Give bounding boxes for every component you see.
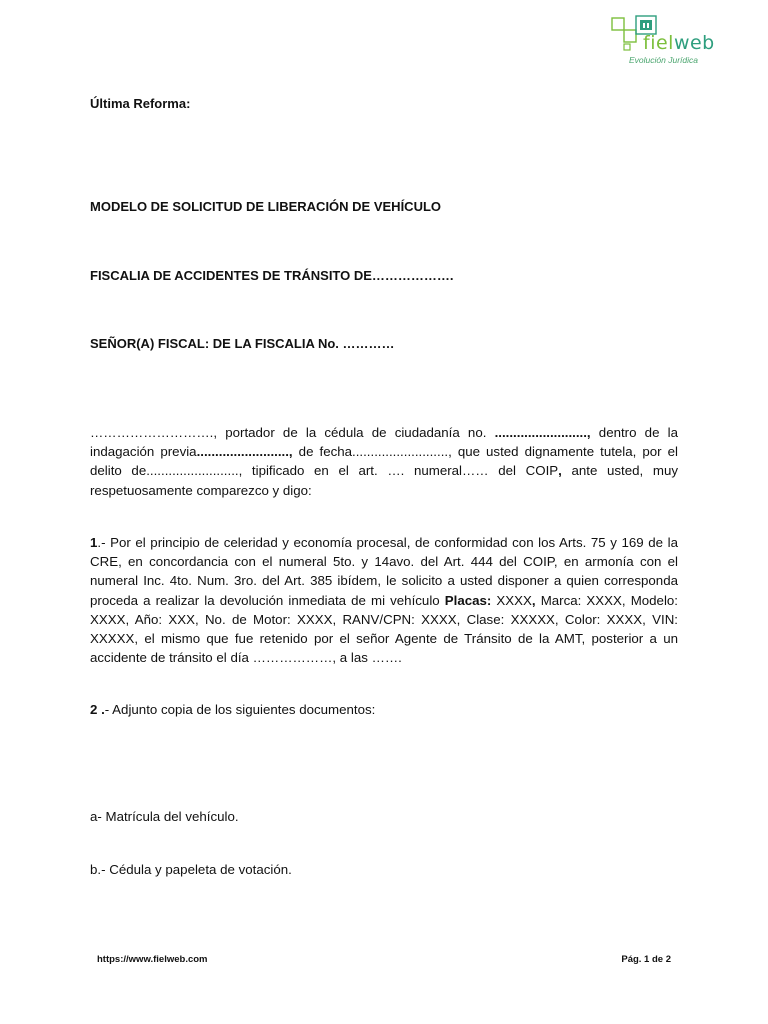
last-reform-label: Última Reforma: — [90, 96, 191, 111]
addressee-heading: SEÑOR(A) FISCAL: DE LA FISCALIA No. ………… — [90, 336, 395, 351]
intro-paragraph: ………………………., portador de la cédula de ciudadanía no. ........................., dentro de la indagación previa........................., de fecha.........................., que usted dignamente tutela, por el delito de........................., tipificado en el art. …. numeral…… del COIP, ante usted, muy respetuosamente comparezco y digo: — [90, 425, 678, 498]
footer-page-number: Pág. 1 de 2 — [621, 954, 671, 965]
point-2-line: 2 .- Adjunto copia de los siguientes documentos: — [90, 702, 376, 717]
point-1-paragraph: 1.- Por el principio de celeridad y economía procesal, de conformidad con los Arts. 75 y 169 de la CRE, en concordancia con el numeral 5to. y 14avo. del Art. 444 del COIP, en armonía con el numeral Inc. 4to. Num. 3ro. del Art. 385 ibídem, le solicito a usted disponer a quien corresponda proceda a realizar la devolución inmediata de mi vehículo Placas: XXXX, Marca: XXXX, Modelo: XXXX, Año: XXX, No. de Motor: XXXX, RANV/CPN: XXXX, Clase: XXXXX, Color: XXXX, VIN: XXXXX, el mismo que fue retenido por el señor Agente de Tránsito de la AMT, posterior a un accidente de tránsito el día ………………, a las ……. — [90, 535, 678, 666]
footer-url: https://www.fielweb.com — [97, 954, 208, 965]
logo-tagline: Evolución Jurídica — [629, 55, 698, 65]
fielweb-logo — [610, 14, 730, 70]
document-title: MODELO DE SOLICITUD DE LIBERACIÓN DE VEHÍCULO — [90, 199, 442, 214]
attachment-item-b: b.- Cédula y papeleta de votación. — [90, 862, 292, 877]
logo-wordmark: fielweb — [643, 32, 715, 54]
attachment-item-a: a- Matrícula del vehículo. — [90, 809, 239, 824]
fiscalia-heading: FISCALIA DE ACCIDENTES DE TRÁNSITO DE………………. — [90, 268, 454, 283]
